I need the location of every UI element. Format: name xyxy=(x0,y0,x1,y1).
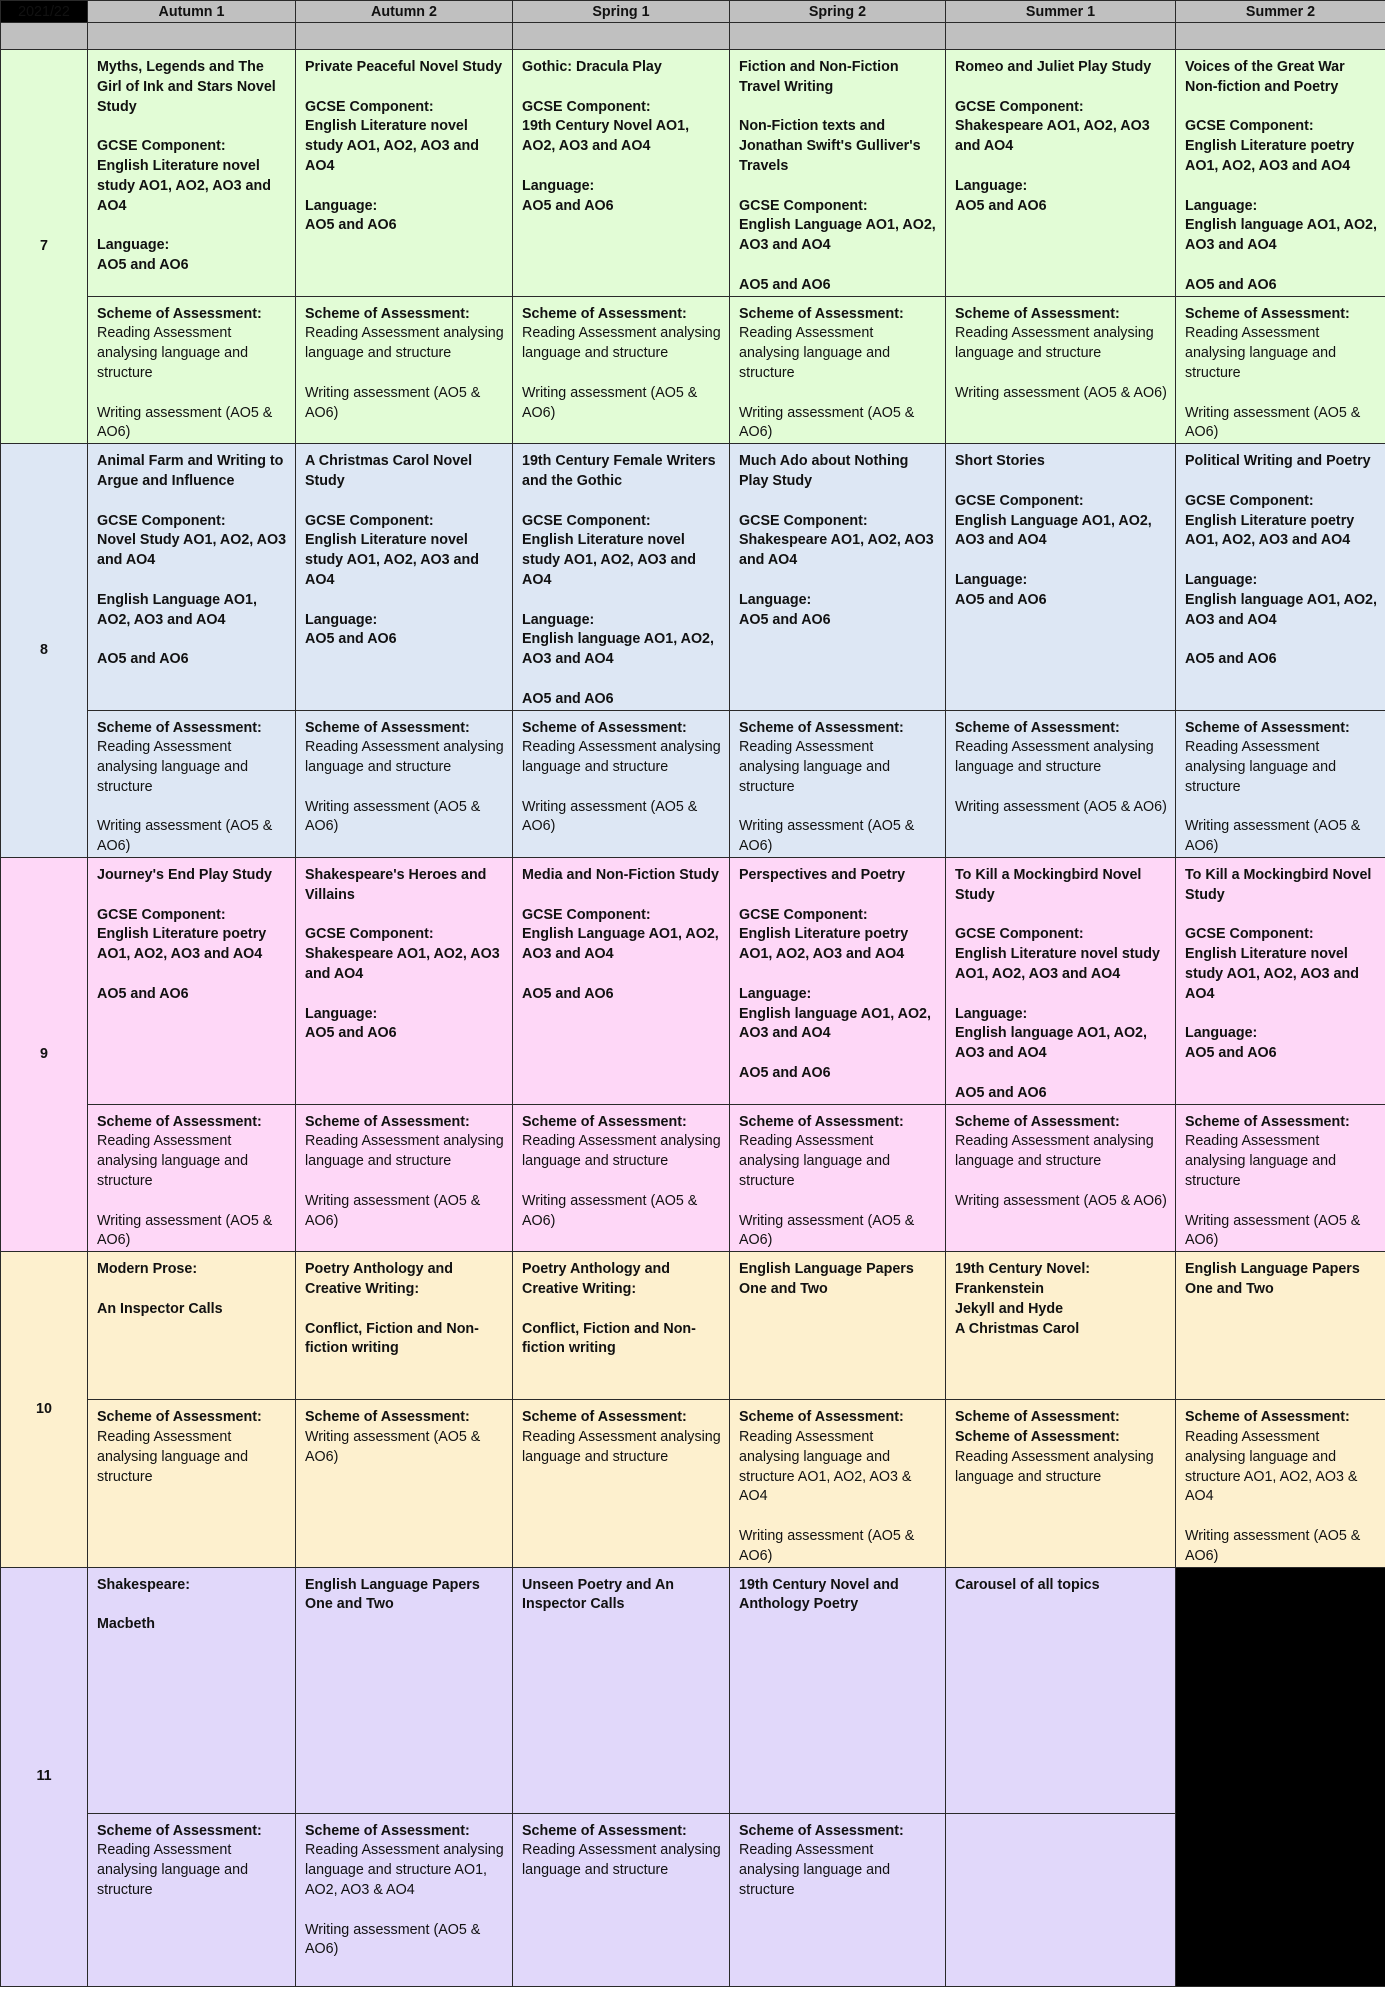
assessment-heading: Scheme of Assessment: xyxy=(97,1113,262,1130)
assessment-writing: Writing assessment (AO5 & AO6) xyxy=(97,818,273,855)
header-row xyxy=(1,1,1385,23)
unit-cell xyxy=(946,858,1176,1105)
unit-title: Poetry Anthology and Creative Writing: xyxy=(522,1261,671,1298)
unit-cell xyxy=(513,858,730,1105)
unit-detail: Language: xyxy=(739,591,812,608)
unit-detail: English language AO1, AO2, AO3 and AO4 xyxy=(955,1025,1147,1062)
unit-cell xyxy=(513,1567,730,1813)
assessment-reading: Reading Assessment analysing language and structure xyxy=(1185,325,1337,381)
unit-detail: GCSE Component: xyxy=(522,512,651,529)
unit-detail: English Literature novel study AO1, AO2, AO3 and AO4 xyxy=(305,532,479,588)
assessment-cell xyxy=(513,296,730,444)
unit-detail: English language AO1, AO2, AO3 and AO4 xyxy=(739,1005,931,1042)
assessment-cell xyxy=(946,1400,1176,1567)
unit-detail: AO5 and AO6 xyxy=(739,611,831,628)
unit-detail: GCSE Component: xyxy=(739,906,868,923)
assessment-reading: Reading Assessment analysing language and structure xyxy=(522,1842,721,1879)
year-units-row xyxy=(1,1252,1385,1400)
assessment-writing: Writing assessment (AO5 & AO6) xyxy=(1185,404,1361,441)
unit-detail: AO5 and AO6 xyxy=(522,985,614,1002)
assessment-reading: Reading Assessment analysing language and structure xyxy=(522,325,721,362)
assessment-heading: Scheme of Assessment: xyxy=(305,1113,470,1130)
unit-cell xyxy=(296,1567,513,1813)
assessment-writing: Writing assessment (AO5 & AO6) xyxy=(305,798,481,835)
assessment-writing: Writing assessment (AO5 & AO6) xyxy=(1185,1528,1361,1564)
assessment-reading: Writing assessment (AO5 & AO6) xyxy=(305,1429,481,1465)
assessment-cell xyxy=(730,1400,946,1567)
term-header: Summer 2 xyxy=(1176,1,1385,23)
assessment-heading: Scheme of Assessment: xyxy=(522,1113,687,1130)
unit-cell xyxy=(946,50,1176,297)
assessment-heading: Scheme of Assessment: xyxy=(305,305,470,322)
unit-detail: AO5 and AO6 xyxy=(955,197,1047,214)
unit-detail: AO5 and AO6 xyxy=(305,631,397,648)
unit-detail: AO5 and AO6 xyxy=(955,591,1047,608)
unit-detail: Non-Fiction texts and Jonathan Swift's Gulliver's Travels xyxy=(739,118,921,174)
unit-detail: Language: xyxy=(522,177,595,194)
unit-detail: GCSE Component: xyxy=(97,512,226,529)
assessment-writing: Writing assessment (AO5 & AO6) xyxy=(97,404,273,441)
assessment-heading: Scheme of Assessment: xyxy=(955,1429,1120,1446)
term-header: Summer 1 xyxy=(946,1,1176,23)
unit-detail: AO5 and AO6 xyxy=(97,651,189,668)
assessment-cell xyxy=(88,1400,296,1567)
assessment-writing: Writing assessment (AO5 & AO6) xyxy=(305,1192,481,1229)
unit-title: To Kill a Mockingbird Novel Study xyxy=(955,867,1142,903)
unit-detail: Language: xyxy=(305,1005,378,1022)
assessment-heading: Scheme of Assessment: xyxy=(97,1409,262,1426)
assessment-heading: Scheme of Assessment: xyxy=(522,305,687,322)
unit-detail: GCSE Component: xyxy=(955,926,1084,943)
unit-cell xyxy=(88,50,296,297)
unit-detail: Shakespeare AO1, AO2, AO3 and AO4 xyxy=(305,946,500,983)
unit-detail: Conflict, Fiction and Non-fiction writing xyxy=(522,1320,696,1357)
assessment-cell xyxy=(88,1104,296,1252)
unit-title: Poetry Anthology and Creative Writing: xyxy=(305,1261,454,1298)
assessment-heading: Scheme of Assessment: xyxy=(739,305,904,322)
assessment-heading: Scheme of Assessment: xyxy=(739,1409,904,1426)
unit-detail: English Literature poetry AO1, AO2, AO3 and AO4 xyxy=(97,926,267,963)
unit-title: Carousel of all topics xyxy=(955,1576,1100,1593)
unit-cell xyxy=(88,1567,296,1813)
unit-detail: AO5 and AO6 xyxy=(522,197,614,214)
year-assessment-row xyxy=(1,710,1385,858)
assessment-cell xyxy=(730,1104,946,1252)
unit-title: Animal Farm and Writing to Argue and Influence xyxy=(97,453,284,489)
unit-detail: AO5 and AO6 xyxy=(739,1065,831,1082)
unit-title: Media and Non-Fiction Study xyxy=(522,867,719,884)
unit-title: Much Ado about Nothing Play Study xyxy=(739,453,909,489)
assessment-cell xyxy=(1176,710,1385,858)
unit-detail: GCSE Component: xyxy=(955,492,1084,509)
unit-detail: English Literature novel study AO1, AO2, AO3 and AO4 xyxy=(305,118,479,174)
assessment-heading: Scheme of Assessment: xyxy=(97,1822,262,1839)
unit-detail: GCSE Component: xyxy=(305,98,434,115)
assessment-writing: Writing assessment (AO5 & AO6) xyxy=(522,1192,698,1229)
assessment-cell xyxy=(946,1104,1176,1252)
assessment-reading: Reading Assessment analysing language and structure xyxy=(739,1842,891,1898)
assessment-heading: Scheme of Assessment: xyxy=(522,1822,687,1839)
term-header: Autumn 1 xyxy=(88,1,296,23)
assessment-reading: Reading Assessment analysing language and structure xyxy=(955,325,1154,362)
assessment-writing: Writing assessment (AO5 & AO6) xyxy=(97,1212,273,1249)
spacer-cell xyxy=(730,23,946,50)
year-number: 9 xyxy=(1,858,88,1252)
unit-detail: English Literature novel study AO1, AO2, AO3 and AO4 xyxy=(522,532,696,588)
assessment-reading: Reading Assessment analysing language and structure AO1, AO2, AO3 & AO4 xyxy=(1185,1429,1358,1505)
unit-cell xyxy=(946,1252,1176,1400)
unit-detail: AO5 and AO6 xyxy=(97,985,189,1002)
term-header: Autumn 2 xyxy=(296,1,513,23)
unit-detail: AO5 and AO6 xyxy=(739,276,831,293)
assessment-writing: Writing assessment (AO5 & AO6) xyxy=(1185,1212,1361,1249)
unit-detail: GCSE Component: xyxy=(739,197,868,214)
assessment-reading: Reading Assessment analysing language and structure xyxy=(305,739,504,776)
unit-detail: English Language AO1, AO2, AO3 and AO4 xyxy=(97,591,257,628)
unit-title: Political Writing and Poetry xyxy=(1185,453,1371,470)
assessment-heading: Scheme of Assessment: xyxy=(97,719,262,736)
term-header: Spring 2 xyxy=(730,1,946,23)
unit-cell xyxy=(1176,50,1385,297)
assessment-reading: Reading Assessment analysing language and structure AO1, AO2, AO3 & AO4 xyxy=(305,1842,504,1898)
unit-detail: GCSE Component: xyxy=(955,98,1084,115)
assessment-heading: Scheme of Assessment: xyxy=(305,719,470,736)
unit-detail: AO5 and AO6 xyxy=(305,1025,397,1042)
unit-detail: Shakespeare AO1, AO2, AO3 and AO4 xyxy=(955,118,1150,155)
unit-detail: GCSE Component: xyxy=(97,138,226,155)
unit-detail: AO5 and AO6 xyxy=(1185,651,1277,668)
unit-title: Romeo and Juliet Play Study xyxy=(955,59,1152,75)
assessment-cell xyxy=(296,1400,513,1567)
assessment-heading: Scheme of Assessment: xyxy=(522,1409,687,1426)
assessment-reading: Reading Assessment analysing language and structure xyxy=(1185,739,1337,795)
unit-detail: English language AO1, AO2, AO3 and AO4 xyxy=(1185,591,1377,628)
spacer-cell xyxy=(88,23,296,50)
unit-detail: Language: xyxy=(97,237,170,254)
unit-cell xyxy=(513,1252,730,1400)
unit-cell xyxy=(1176,1252,1385,1400)
unit-detail: AO5 and AO6 xyxy=(1185,1045,1277,1062)
assessment-heading: Scheme of Assessment: xyxy=(1185,305,1350,322)
unit-title: English Language Papers One and Two xyxy=(305,1576,480,1613)
assessment-cell xyxy=(513,1813,730,1986)
assessment-heading: Scheme of Assessment: xyxy=(305,1409,470,1426)
unit-title: Short Stories xyxy=(955,453,1045,470)
assessment-writing: Writing assessment (AO5 & AO6) xyxy=(522,384,698,421)
term-header: Spring 1 xyxy=(513,1,730,23)
unit-title: English Language Papers One and Two xyxy=(739,1261,914,1298)
assessment-reading: Reading Assessment analysing language and structure xyxy=(955,739,1154,776)
unit-detail: Language: xyxy=(739,985,812,1002)
assessment-cell xyxy=(513,710,730,858)
unit-title: Journey's End Play Study xyxy=(97,867,273,884)
assessment-reading: Reading Assessment analysing language and structure AO1, AO2, AO3 & AO4 xyxy=(739,1429,912,1505)
assessment-cell xyxy=(730,1813,946,1986)
unit-title: Myths, Legends and The Girl of Ink and Stars Novel Study xyxy=(97,59,276,115)
unit-detail: Language: xyxy=(1185,197,1258,214)
assessment-writing: Writing assessment (AO5 & AO6) xyxy=(305,1921,481,1958)
assessment-heading: Scheme of Assessment: xyxy=(955,1113,1120,1130)
unit-detail: GCSE Component: xyxy=(1185,492,1314,509)
unit-detail: Language: xyxy=(955,177,1028,194)
assessment-reading: Reading Assessment analysing language and structure xyxy=(305,1133,504,1170)
assessment-reading: Reading Assessment analysing language and structure xyxy=(522,1429,721,1465)
year-units-row xyxy=(1,858,1385,1105)
unit-detail: An Inspector Calls xyxy=(97,1300,223,1317)
assessment-heading: Scheme of Assessment: xyxy=(1185,1113,1350,1130)
unit-detail: GCSE Component: xyxy=(97,906,226,923)
unit-cell xyxy=(730,858,946,1105)
assessment-writing: Writing assessment (AO5 & AO6) xyxy=(305,384,481,421)
year-number: 7 xyxy=(1,50,88,444)
assessment-cell xyxy=(730,710,946,858)
unit-detail: Conflict, Fiction and Non-fiction writing xyxy=(305,1320,479,1357)
assessment-reading: Reading Assessment analysing language and structure xyxy=(955,1448,1154,1485)
unit-title: Unseen Poetry and An Inspector Calls xyxy=(522,1576,675,1613)
assessment-writing: Writing assessment (AO5 & AO6) xyxy=(955,1192,1167,1209)
unit-detail: GCSE Component: xyxy=(522,906,651,923)
unit-cell xyxy=(730,1252,946,1400)
assessment-cell xyxy=(946,296,1176,444)
spacer-cell xyxy=(1,23,88,50)
assessment-reading: Reading Assessment analysing language and structure xyxy=(522,739,721,776)
year-assessment-row xyxy=(1,296,1385,444)
assessment-cell xyxy=(88,1813,296,1986)
assessment-reading: Reading Assessment analysing language and structure xyxy=(305,325,504,362)
year-label: 2021/22 xyxy=(1,1,88,23)
assessment-heading: Scheme of Assessment: xyxy=(955,305,1120,322)
unit-detail: GCSE Component: xyxy=(522,98,651,115)
assessment-heading: Scheme of Assessment: xyxy=(955,719,1120,736)
unit-cell xyxy=(1176,444,1385,710)
assessment-heading: Scheme of Assessment: xyxy=(1185,1409,1350,1426)
unit-cell xyxy=(88,1252,296,1400)
assessment-cell xyxy=(513,1104,730,1252)
spacer-cell xyxy=(513,23,730,50)
unit-detail: GCSE Component: xyxy=(739,512,868,529)
assessment-heading: Scheme of Assessment: xyxy=(522,719,687,736)
unit-detail: English language AO1, AO2, AO3 and AO4 xyxy=(522,631,714,668)
unit-cell xyxy=(730,444,946,710)
unit-detail: English Literature poetry AO1, AO2, AO3 and AO4 xyxy=(1185,512,1355,549)
unit-title: A Christmas Carol Novel Study xyxy=(305,453,473,489)
year-number: 8 xyxy=(1,444,88,858)
unit-detail: Novel Study AO1, AO2, AO3 and AO4 xyxy=(97,532,287,569)
unit-title: Gothic: Dracula Play xyxy=(522,59,662,75)
year-assessment-row xyxy=(1,1104,1385,1252)
unit-detail: Language: xyxy=(955,1005,1028,1022)
unit-detail: Shakespeare AO1, AO2, AO3 and AO4 xyxy=(739,532,934,569)
assessment-heading: Scheme of Assessment: xyxy=(305,1822,470,1839)
assessment-heading: Scheme of Assessment: xyxy=(1185,719,1350,736)
assessment-cell xyxy=(296,1104,513,1252)
unit-cell xyxy=(946,444,1176,710)
unit-title: Shakespeare: xyxy=(97,1576,190,1593)
unit-detail: Language: xyxy=(305,197,378,214)
unit-detail: AO5 and AO6 xyxy=(1185,276,1277,293)
assessment-reading: Reading Assessment analysing language and structure xyxy=(955,1133,1154,1170)
unit-detail: GCSE Component: xyxy=(1185,926,1314,943)
assessment-reading: Reading Assessment analysing language and structure xyxy=(97,1842,249,1898)
header-spacer-row xyxy=(1,23,1385,50)
year-units-row xyxy=(1,444,1385,710)
year-units-row xyxy=(1,1567,1385,1813)
unit-text-line: A Christmas Carol xyxy=(955,1320,1080,1337)
unit-title: Shakespeare's Heroes and Villains xyxy=(305,867,487,903)
unit-title: Modern Prose: xyxy=(97,1261,198,1278)
unit-title: Voices of the Great War Non-fiction and Poetry xyxy=(1185,59,1345,95)
unit-detail: English Literature poetry AO1, AO2, AO3 and AO4 xyxy=(739,926,909,963)
assessment-cell xyxy=(730,296,946,444)
assessment-reading: Reading Assessment analysing language and structure xyxy=(97,739,249,795)
unit-detail: AO5 and AO6 xyxy=(522,690,614,707)
unit-text-line: Jekyll and Hyde xyxy=(955,1300,1064,1317)
assessment-writing: Writing assessment (AO5 & AO6) xyxy=(739,1212,915,1249)
unit-title: English Language Papers One and Two xyxy=(1185,1261,1360,1298)
unit-title: 19th Century Novel and Anthology Poetry xyxy=(739,1576,899,1613)
assessment-reading: Reading Assessment analysing language and structure xyxy=(522,1133,721,1170)
unit-cell xyxy=(946,1567,1176,1813)
unit-title: 19th Century Female Writers and the Gothic xyxy=(522,453,716,489)
unit-cell xyxy=(296,1252,513,1400)
year-number: 10 xyxy=(1,1252,88,1567)
year-assessment-row xyxy=(1,1400,1385,1567)
year-units-row xyxy=(1,50,1385,297)
assessment-reading: Reading Assessment analysing language and structure xyxy=(1185,1133,1337,1190)
unit-detail: English Literature novel study AO1, AO2, AO3 and AO4 xyxy=(955,946,1160,983)
unit-detail: 19th Century Novel AO1, AO2, AO3 and AO4 xyxy=(522,118,690,155)
unit-title: Fiction and Non-Fiction Travel Writing xyxy=(739,59,899,95)
unit-title: Perspectives and Poetry xyxy=(739,867,906,884)
unit-detail: GCSE Component: xyxy=(305,926,434,943)
assessment-writing: Writing assessment (AO5 & AO6) xyxy=(739,404,915,441)
assessment-heading: Scheme of Assessment: xyxy=(739,719,904,736)
unit-detail: Language: xyxy=(522,611,595,628)
assessment-writing: Writing assessment (AO5 & AO6) xyxy=(739,1528,915,1564)
unit-detail: GCSE Component: xyxy=(305,512,434,529)
assessment-cell xyxy=(296,1813,513,1986)
assessment-cell xyxy=(1176,1400,1385,1567)
unit-detail: English Literature novel study AO1, AO2, AO3 and AO4 xyxy=(97,157,271,214)
spacer-cell xyxy=(296,23,513,50)
assessment-cell xyxy=(1176,1104,1385,1252)
unit-cell xyxy=(296,858,513,1105)
unit-cell xyxy=(513,50,730,297)
empty-cell xyxy=(1176,1567,1385,1986)
unit-detail: English Language AO1, AO2, AO3 and AO4 xyxy=(955,512,1152,549)
spacer-cell xyxy=(946,23,1176,50)
unit-detail: English Language AO1, AO2, AO3 and AO4 xyxy=(522,926,719,963)
assessment-heading: Scheme of Assessment: xyxy=(97,305,262,322)
assessment-writing: Writing assessment (AO5 & AO6) xyxy=(955,384,1167,401)
assessment-reading: Reading Assessment analysing language and structure xyxy=(739,1133,891,1190)
unit-detail: English Literature poetry AO1, AO2, AO3 and AO4 xyxy=(1185,138,1355,174)
unit-cell xyxy=(730,1567,946,1813)
assessment-heading: Scheme of Assessment: xyxy=(739,1822,904,1839)
unit-detail: Language: xyxy=(955,571,1028,588)
assessment-cell xyxy=(946,1813,1176,1986)
unit-detail: AO5 and AO6 xyxy=(305,217,397,234)
assessment-reading: Reading Assessment analysing language and structure xyxy=(97,1133,249,1190)
unit-detail: Language: xyxy=(305,611,378,628)
unit-detail: English language AO1, AO2, AO3 and AO4 xyxy=(1185,217,1377,254)
assessment-cell xyxy=(1176,296,1385,444)
unit-cell xyxy=(88,444,296,710)
unit-text-line: Frankenstein xyxy=(955,1281,1044,1298)
assessment-reading: Reading Assessment analysing language and structure xyxy=(97,325,249,381)
unit-cell xyxy=(730,50,946,297)
unit-cell xyxy=(513,444,730,710)
assessment-cell xyxy=(88,710,296,858)
assessment-cell xyxy=(296,296,513,444)
assessment-cell xyxy=(513,1400,730,1567)
assessment-cell xyxy=(946,710,1176,858)
assessment-writing: Writing assessment (AO5 & AO6) xyxy=(739,818,915,855)
assessment-heading: Scheme of Assessment: xyxy=(739,1113,904,1130)
assessment-writing: Writing assessment (AO5 & AO6) xyxy=(955,798,1167,815)
assessment-heading: Scheme of Assessment: xyxy=(955,1409,1120,1426)
unit-detail: GCSE Component: xyxy=(1185,118,1314,135)
unit-detail: English Language AO1, AO2, AO3 and AO4 xyxy=(739,217,936,254)
unit-cell xyxy=(296,50,513,297)
unit-detail: Language: xyxy=(1185,1025,1258,1042)
assessment-reading: Reading Assessment analysing language and structure xyxy=(97,1429,249,1485)
assessment-writing: Writing assessment (AO5 & AO6) xyxy=(522,798,698,835)
unit-detail: English Literature novel study AO1, AO2, AO3 and AO4 xyxy=(1185,946,1359,1002)
unit-title: 19th Century Novel: xyxy=(955,1261,1091,1278)
spacer-cell xyxy=(1176,23,1385,50)
unit-cell xyxy=(296,444,513,710)
assessment-reading: Reading Assessment analysing language and structure xyxy=(739,739,891,795)
assessment-reading: Reading Assessment analysing language and structure xyxy=(739,325,891,381)
assessment-writing: Writing assessment (AO5 & AO6) xyxy=(1185,818,1361,855)
unit-cell xyxy=(1176,858,1385,1105)
unit-cell xyxy=(88,858,296,1105)
unit-detail: Language: xyxy=(1185,571,1258,588)
unit-title: Private Peaceful Novel Study xyxy=(305,59,503,75)
unit-detail: AO5 and AO6 xyxy=(955,1084,1047,1101)
assessment-cell xyxy=(296,710,513,858)
unit-title: To Kill a Mockingbird Novel Study xyxy=(1185,867,1372,903)
assessment-cell xyxy=(88,296,296,444)
unit-detail: AO5 and AO6 xyxy=(97,256,189,273)
year-number: 11 xyxy=(1,1567,88,1986)
unit-detail: Macbeth xyxy=(97,1616,155,1633)
